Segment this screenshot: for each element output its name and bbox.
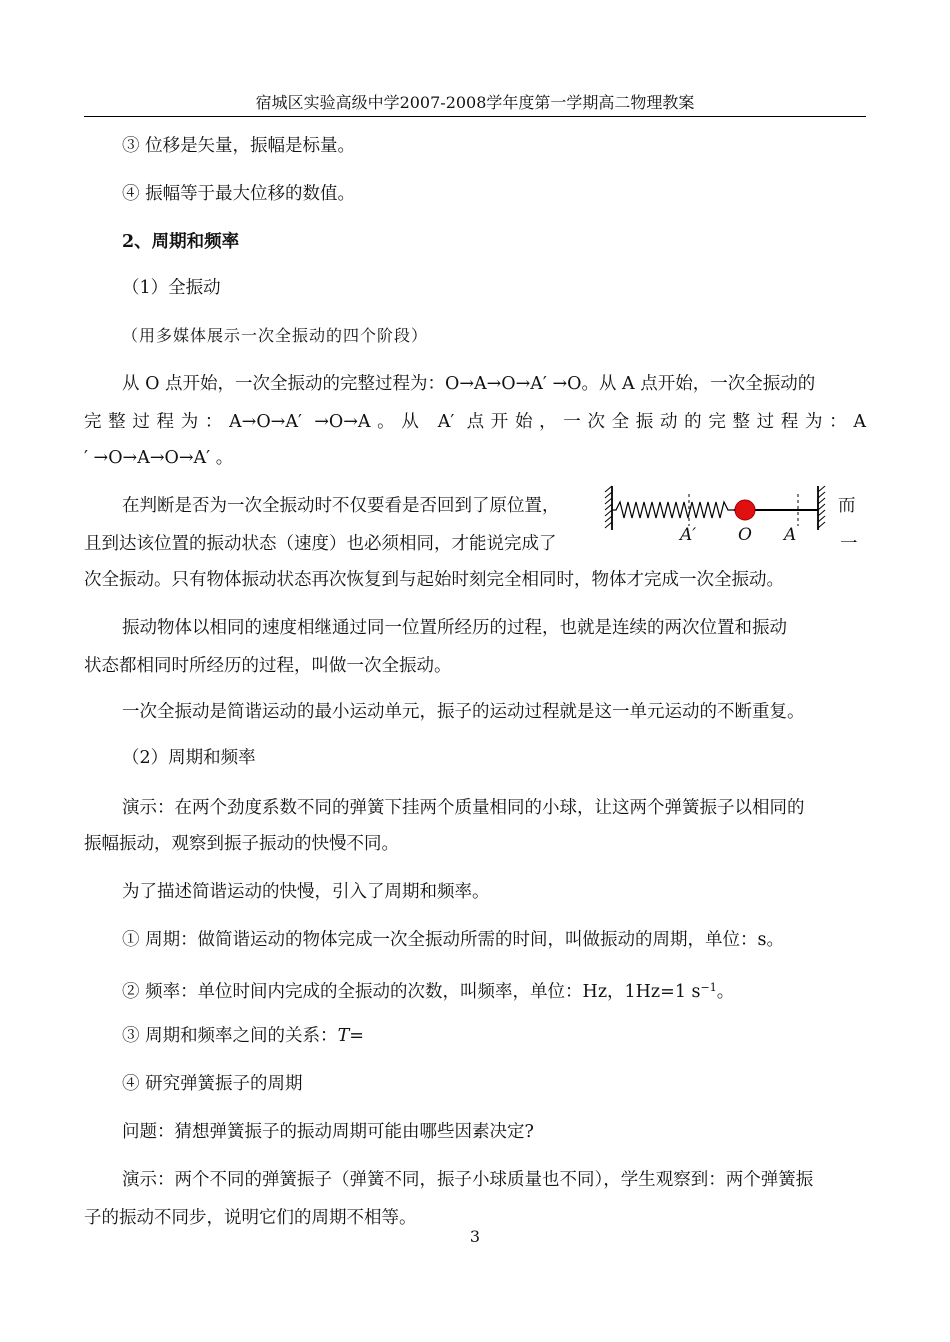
relation-equals: = <box>349 1026 364 1046</box>
point-2-frequency <box>122 976 904 1004</box>
relation-text: ③ 周期和频率之间的关系： <box>122 1026 338 1046</box>
paragraph-judgement-line2-end: 一 <box>840 534 858 554</box>
paragraph-full-vibration-line1: 从 O 点开始，一次全振动的完整过程为：O→A→O→A′ →O。从 A 点开始，一次全振动的 <box>122 374 816 394</box>
left-wall <box>605 486 612 530</box>
frequency-end: 。 <box>716 982 735 1002</box>
right-wall <box>818 486 825 530</box>
paragraph-full-vibration-line3: ′ →O→A→O→A′ 。 <box>84 448 234 468</box>
subheading-period-frequency: （2）周期和频率 <box>122 748 256 768</box>
label-a: A <box>784 525 797 545</box>
label-o: O <box>738 525 752 545</box>
label-a-prime: A′ <box>680 525 697 545</box>
paragraph-judgement-line2: 且到达该位置的振动状态（速度）也必须相同，才能说完成了 <box>84 534 557 554</box>
paragraph-demo2-line1: 演示：两个不同的弹簧振子（弹簧不同，振子小球质量也不同），学生观察到：两个弹簧振 <box>122 1170 814 1190</box>
frequency-exponent: −1 <box>700 981 717 994</box>
paragraph-definition-line1: 振动物体以相同的速度相继通过同一位置所经历的过程，也就是连续的两次位置和振动 <box>122 618 787 638</box>
paragraph-intro-period: 为了描述简谐运动的快慢，引入了周期和频率。 <box>122 882 490 902</box>
point-4-spring-period: ④ 研究弹簧振子的周期 <box>122 1074 303 1094</box>
oscillator-ball <box>735 500 755 520</box>
paragraph-unit-of-motion: 一次全振动是简谐运动的最小运动单元，振子的运动过程就是这一单元运动的不断重复。 <box>122 702 805 722</box>
point-4-amplitude: ④ 振幅等于最大位移的数值。 <box>122 184 356 204</box>
relation-symbol-t: T <box>337 1026 350 1046</box>
paragraph-demo2-line2: 子的振动不同步，说明它们的周期不相等。 <box>84 1208 417 1228</box>
paragraph-full-vibration-line2: 完整过程为：A→O→A′ →O→A。从 A′ 点开始，一次全振动的完整过程为：A <box>84 412 866 432</box>
point-3-displacement: ③ 位移是矢量，振幅是标量。 <box>122 136 356 156</box>
paragraph-judgement-line3: 次全振动。只有物体振动状态再次恢复到与起始时刻完全相同时，物体才完成一次全振动。 <box>84 570 784 590</box>
section-heading-period-frequency: 2、周期和频率 <box>122 232 240 252</box>
paragraph-demo-line1: 演示：在两个劲度系数不同的弹簧下挂两个质量相同的小球，让这两个弹簧振子以相同的 <box>122 798 805 818</box>
point-1-period: ① 周期：做简谐运动的物体完成一次全振动所需的时间，叫做振动的周期，单位：s。 <box>122 930 785 950</box>
question-line: 问题：猜想弹簧振子的振动周期可能由哪些因素决定? <box>122 1122 534 1142</box>
paragraph-demo-line2: 振幅振动，观察到振子振动的快慢不同。 <box>84 834 399 854</box>
frequency-text: ② 频率：单位时间内完成的全振动的次数，叫频率，单位：Hz，1Hz=1 s <box>122 982 701 1002</box>
page-number: 3 <box>469 1227 481 1246</box>
page-header: 宿城区实验高级中学2007-2008学年度第一学期高二物理教案 <box>255 93 695 112</box>
multimedia-note: （用多媒体展示一次全振动的四个阶段） <box>122 326 429 345</box>
paragraph-definition-line2: 状态都相同时所经历的过程，叫做一次全振动。 <box>84 656 452 676</box>
point-3-relation <box>122 1024 904 1048</box>
paragraph-judgement-line1-end: 而 <box>838 496 856 516</box>
header-rule <box>84 116 866 117</box>
spring <box>612 502 734 518</box>
paragraph-judgement-line1: 在判断是否为一次全振动时不仅要看是否回到了原位置， <box>122 496 560 516</box>
subheading-full-vibration: （1）全振动 <box>122 278 221 298</box>
